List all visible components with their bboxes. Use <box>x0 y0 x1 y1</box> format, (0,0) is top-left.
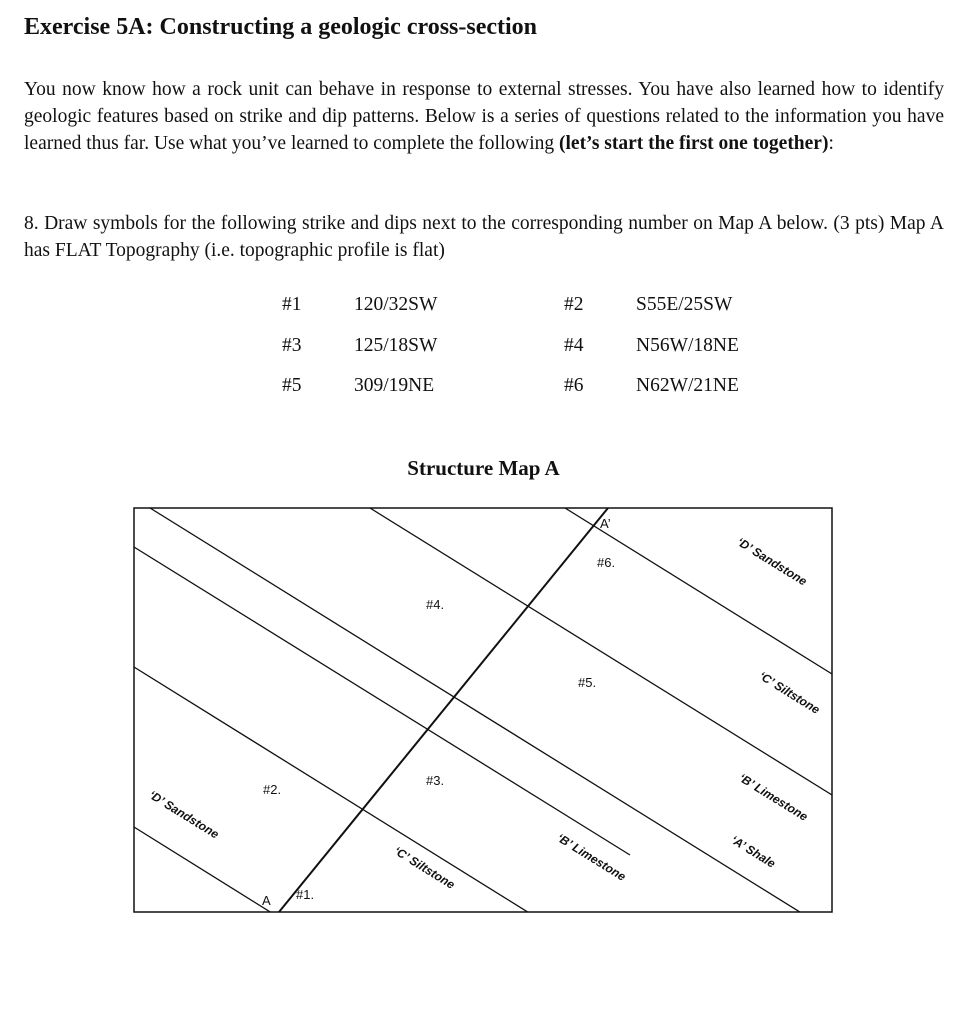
table-value: 309/19NE <box>354 375 435 396</box>
table-value: 125/18SW <box>354 335 438 356</box>
map-frame <box>134 508 832 912</box>
table-value: 120/32SW <box>354 294 438 315</box>
table-value: S55E/25SW <box>636 294 733 315</box>
table-value: N56W/18NE <box>636 335 739 356</box>
point-label: #4. <box>426 597 445 612</box>
question-8: 8. Draw symbols for the following strike and dips next to the corresponding number on Map A below. (3 pts) Map A has FLAT Topography (i.e. topographic profile is flat) <box>24 213 944 261</box>
table-num: #3 <box>282 335 302 356</box>
unit-label-c-siltstone: ‘C’ Siltstone <box>391 843 458 892</box>
point-label: #5. <box>578 675 597 690</box>
table-value: N62W/21NE <box>636 375 739 396</box>
unit-label-d-sandstone: ‘D’ Sandstone <box>146 787 222 842</box>
contact-line <box>565 508 832 674</box>
point-label: #3. <box>426 773 445 788</box>
table-num: #4 <box>564 335 584 356</box>
contact-line <box>134 667 563 934</box>
point-label: #1. <box>296 887 315 902</box>
contact-line <box>150 508 832 932</box>
contact-line <box>134 547 630 855</box>
table-num: #1 <box>282 294 302 315</box>
map-title: Structure Map A <box>407 456 560 480</box>
table-num: #2 <box>564 294 584 315</box>
intro-bold: (let’s start the first one together) <box>559 133 829 154</box>
endpoint-a: A <box>262 893 271 908</box>
intro-end: : <box>828 133 834 154</box>
exercise-title: Exercise 5A: Constructing a geologic cross-section <box>24 14 538 40</box>
unit-label-b-limestone: ‘B’ Limestone <box>554 830 629 884</box>
unit-label-a-shale: ‘A’ Shale <box>728 832 778 871</box>
point-label: #2. <box>263 782 282 797</box>
unit-label-b-limestone: ‘B’ Limestone <box>736 770 811 824</box>
point-label: #6. <box>597 555 616 570</box>
unit-label-d-sandstone: ‘D’ Sandstone <box>734 534 810 589</box>
endpoint-a-prime: A’ <box>600 516 611 531</box>
intro-text: You now know how a rock unit can behave in response to external stresses. You have also learned how to identify geologic features based on strike and dip patterns. Below is a series of questions related to the information you have learned thus far. Use what you’ve learned to complete the following <box>24 79 944 154</box>
unit-label-c-siltstone: ‘C’ Siltstone <box>756 668 823 717</box>
cross-section-line <box>279 508 608 912</box>
table-num: #6 <box>564 375 584 396</box>
table-num: #5 <box>282 375 302 396</box>
